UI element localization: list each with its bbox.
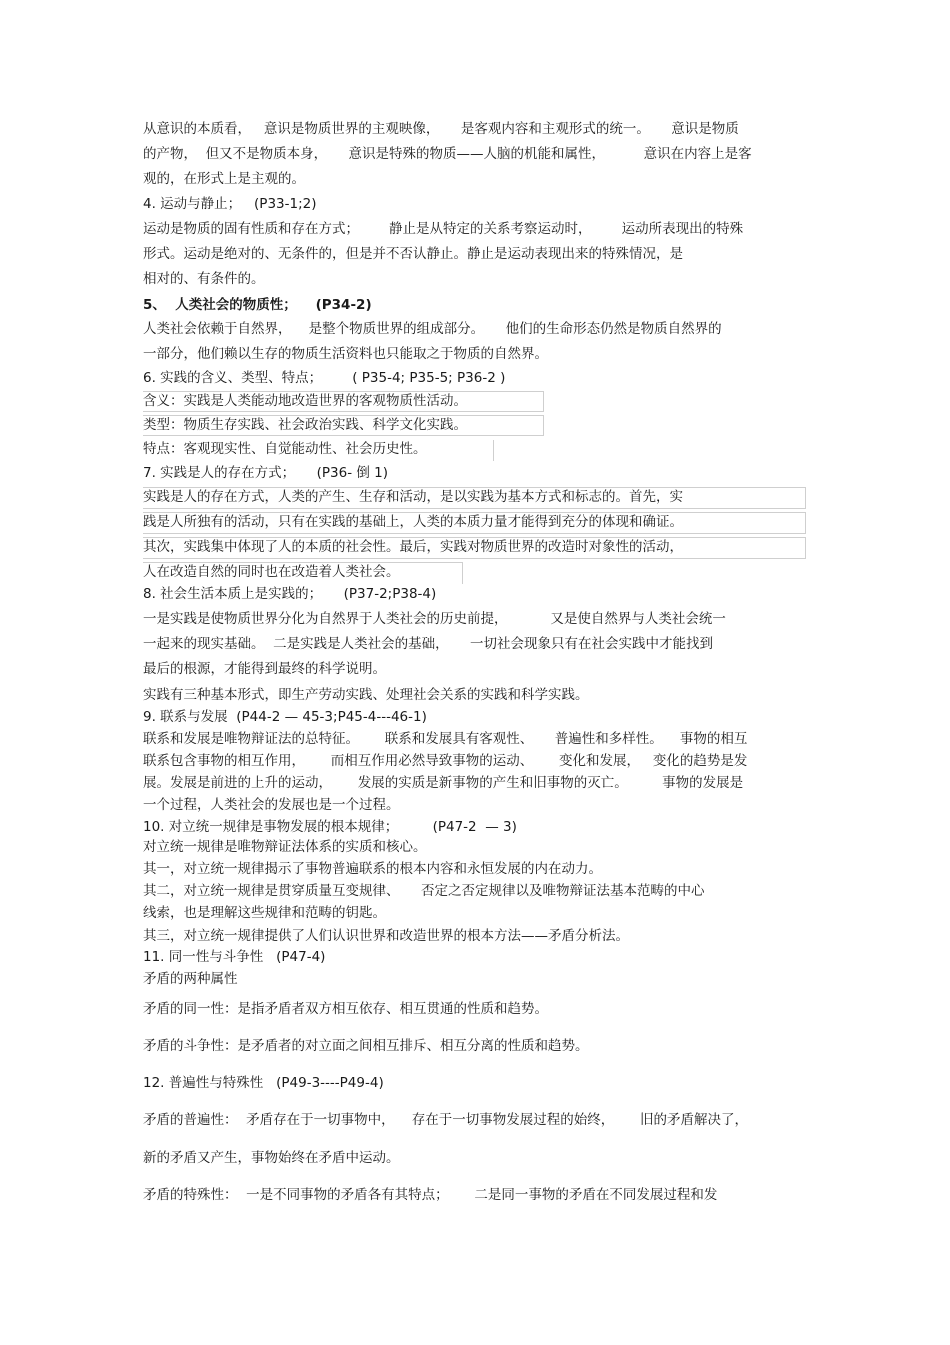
text-line: 一部分，他们赖以生存的物质生活资料也只能取之于物质的自然界。 [143, 346, 548, 362]
section-heading: 6. 实践的含义、类型、特点； ( P35-4; P35-5; P36-2 ) [143, 370, 506, 386]
text-line: 从意识的本质看， 意识是物质世界的主观映像， 是客观内容和主观形式的统一。 意识是物质 [143, 121, 739, 137]
section-heading: 10. 对立统一规律是事物发展的根本规律； (P47-2 — 3) [143, 819, 517, 835]
text-line: 对立统一规律是唯物辩证法体系的实质和核心。 [143, 839, 427, 855]
text-line: 其次，实践集中体现了人的本质的社会性。最后，实践对物质世界的改造时对象性的活动， [143, 537, 806, 559]
text-line: 矛盾的同一性：是指矛盾者双方相互依存、相互贯通的性质和趋势。 [143, 1001, 548, 1017]
text-line: 矛盾的斗争性：是矛盾者的对立面之间相互排斥、相互分离的性质和趋势。 [143, 1038, 589, 1054]
section-heading: 7. 实践是人的存在方式； (P36- 倒 1) [143, 465, 389, 481]
text-line: 最后的根源，才能得到最终的科学说明。 [143, 661, 386, 677]
text-line: 践是人所独有的活动，只有在实践的基础上，人类的本质力量才能得到充分的体现和确证。 [143, 512, 806, 534]
text-line: 相对的、有条件的。 [143, 271, 265, 287]
text-line: 其三，对立统一规律提供了人们认识世界和改造世界的根本方法——矛盾分析法。 [143, 928, 629, 944]
text-line: 其一，对立统一规律揭示了事物普遍联系的根本内容和永恒发展的内在动力。 [143, 861, 602, 877]
text-line: 矛盾的特殊性： 一是不同事物的矛盾各有其特点； 二是同一事物的矛盾在不同发展过程和发 [143, 1187, 718, 1203]
section-heading: 9. 联系与发展 (P44-2 — 45-3;P45-4---46-1) [143, 709, 427, 725]
text-line: 含义：实践是人类能动地改造世界的客观物质性活动。 [143, 391, 544, 412]
section-heading: 11. 同一性与斗争性 (P47-4) [143, 949, 326, 965]
text-line: 的产物， 但又不是物质本身， 意识是特殊的物质——人脑的机能和属性， 意识在内容上是客 [143, 146, 752, 162]
text-line: 一个过程，人类社会的发展也是一个过程。 [143, 797, 400, 813]
text-line: 类型：物质生存实践、社会政治实践、科学文化实践。 [143, 415, 544, 436]
text-line: 运动是物质的固有性质和存在方式； 静止是从特定的关系考察运动时， 运动所表现出的特殊 [143, 221, 744, 237]
text-line: 观的，在形式上是主观的。 [143, 171, 305, 187]
text-line: 实践有三种基本形式，即生产劳动实践、处理社会关系的实践和科学实践。 [143, 687, 589, 703]
text-line: 线索，也是理解这些规律和范畴的钥匙。 [143, 905, 386, 921]
text-line: 形式。运动是绝对的、无条件的，但是并不否认静止。静止是运动表现出来的特殊情况，是 [143, 246, 683, 262]
text-line: 实践是人的存在方式，人类的产生、生存和活动，是以实践为基本方式和标志的。首先，实 [143, 487, 806, 509]
text-line: 展。发展是前进的上升的运动， 发展的实质是新事物的产生和旧事物的灭亡。 事物的发展是 [143, 775, 744, 791]
section-heading: 12. 普遍性与特殊性 (P49-3----P49-4) [143, 1075, 384, 1091]
text-line: 联系和发展是唯物辩证法的总特征。 联系和发展具有客观性、 普遍性和多样性。 事物的相互 [143, 731, 748, 747]
text-line: 新的矛盾又产生，事物始终在矛盾中运动。 [143, 1150, 400, 1166]
text-line: 一是实践是使物质世界分化为自然界于人类社会的历史前提， 又是使自然界与人类社会统一 [143, 611, 726, 627]
text-line: 一起来的现实基础。 二是实践是人类社会的基础， 一切社会现象只有在社会实践中才能找到 [143, 636, 714, 652]
section-heading: 8. 社会生活本质上是实践的； (P37-2;P38-4) [143, 586, 437, 602]
text-line: 联系包含事物的相互作用， 而相互作用必然导致事物的运动、 变化和发展， 变化的趋势是发 [143, 753, 748, 769]
section-heading: 5、 人类社会的物质性； (P34-2) [143, 297, 372, 313]
text-line: 其二，对立统一规律是贯穿质量互变规律、 否定之否定规律以及唯物辩证法基本范畴的中心 [143, 883, 705, 899]
text-line: 人在改造自然的同时也在改造着人类社会。 [143, 562, 463, 584]
text-line: 矛盾的普遍性： 矛盾存在于一切事物中， 存在于一切事物发展过程的始终， 旧的矛盾解决了， [143, 1112, 748, 1128]
text-line: 矛盾的两种属性 [143, 971, 238, 987]
text-line: 特点：客观现实性、自觉能动性、社会历史性。 [143, 440, 494, 461]
text-line: 人类社会依赖于自然界， 是整个物质世界的组成部分。 他们的生命形态仍然是物质自然界的 [143, 321, 722, 337]
section-heading: 4. 运动与静止； (P33-1;2) [143, 196, 317, 212]
